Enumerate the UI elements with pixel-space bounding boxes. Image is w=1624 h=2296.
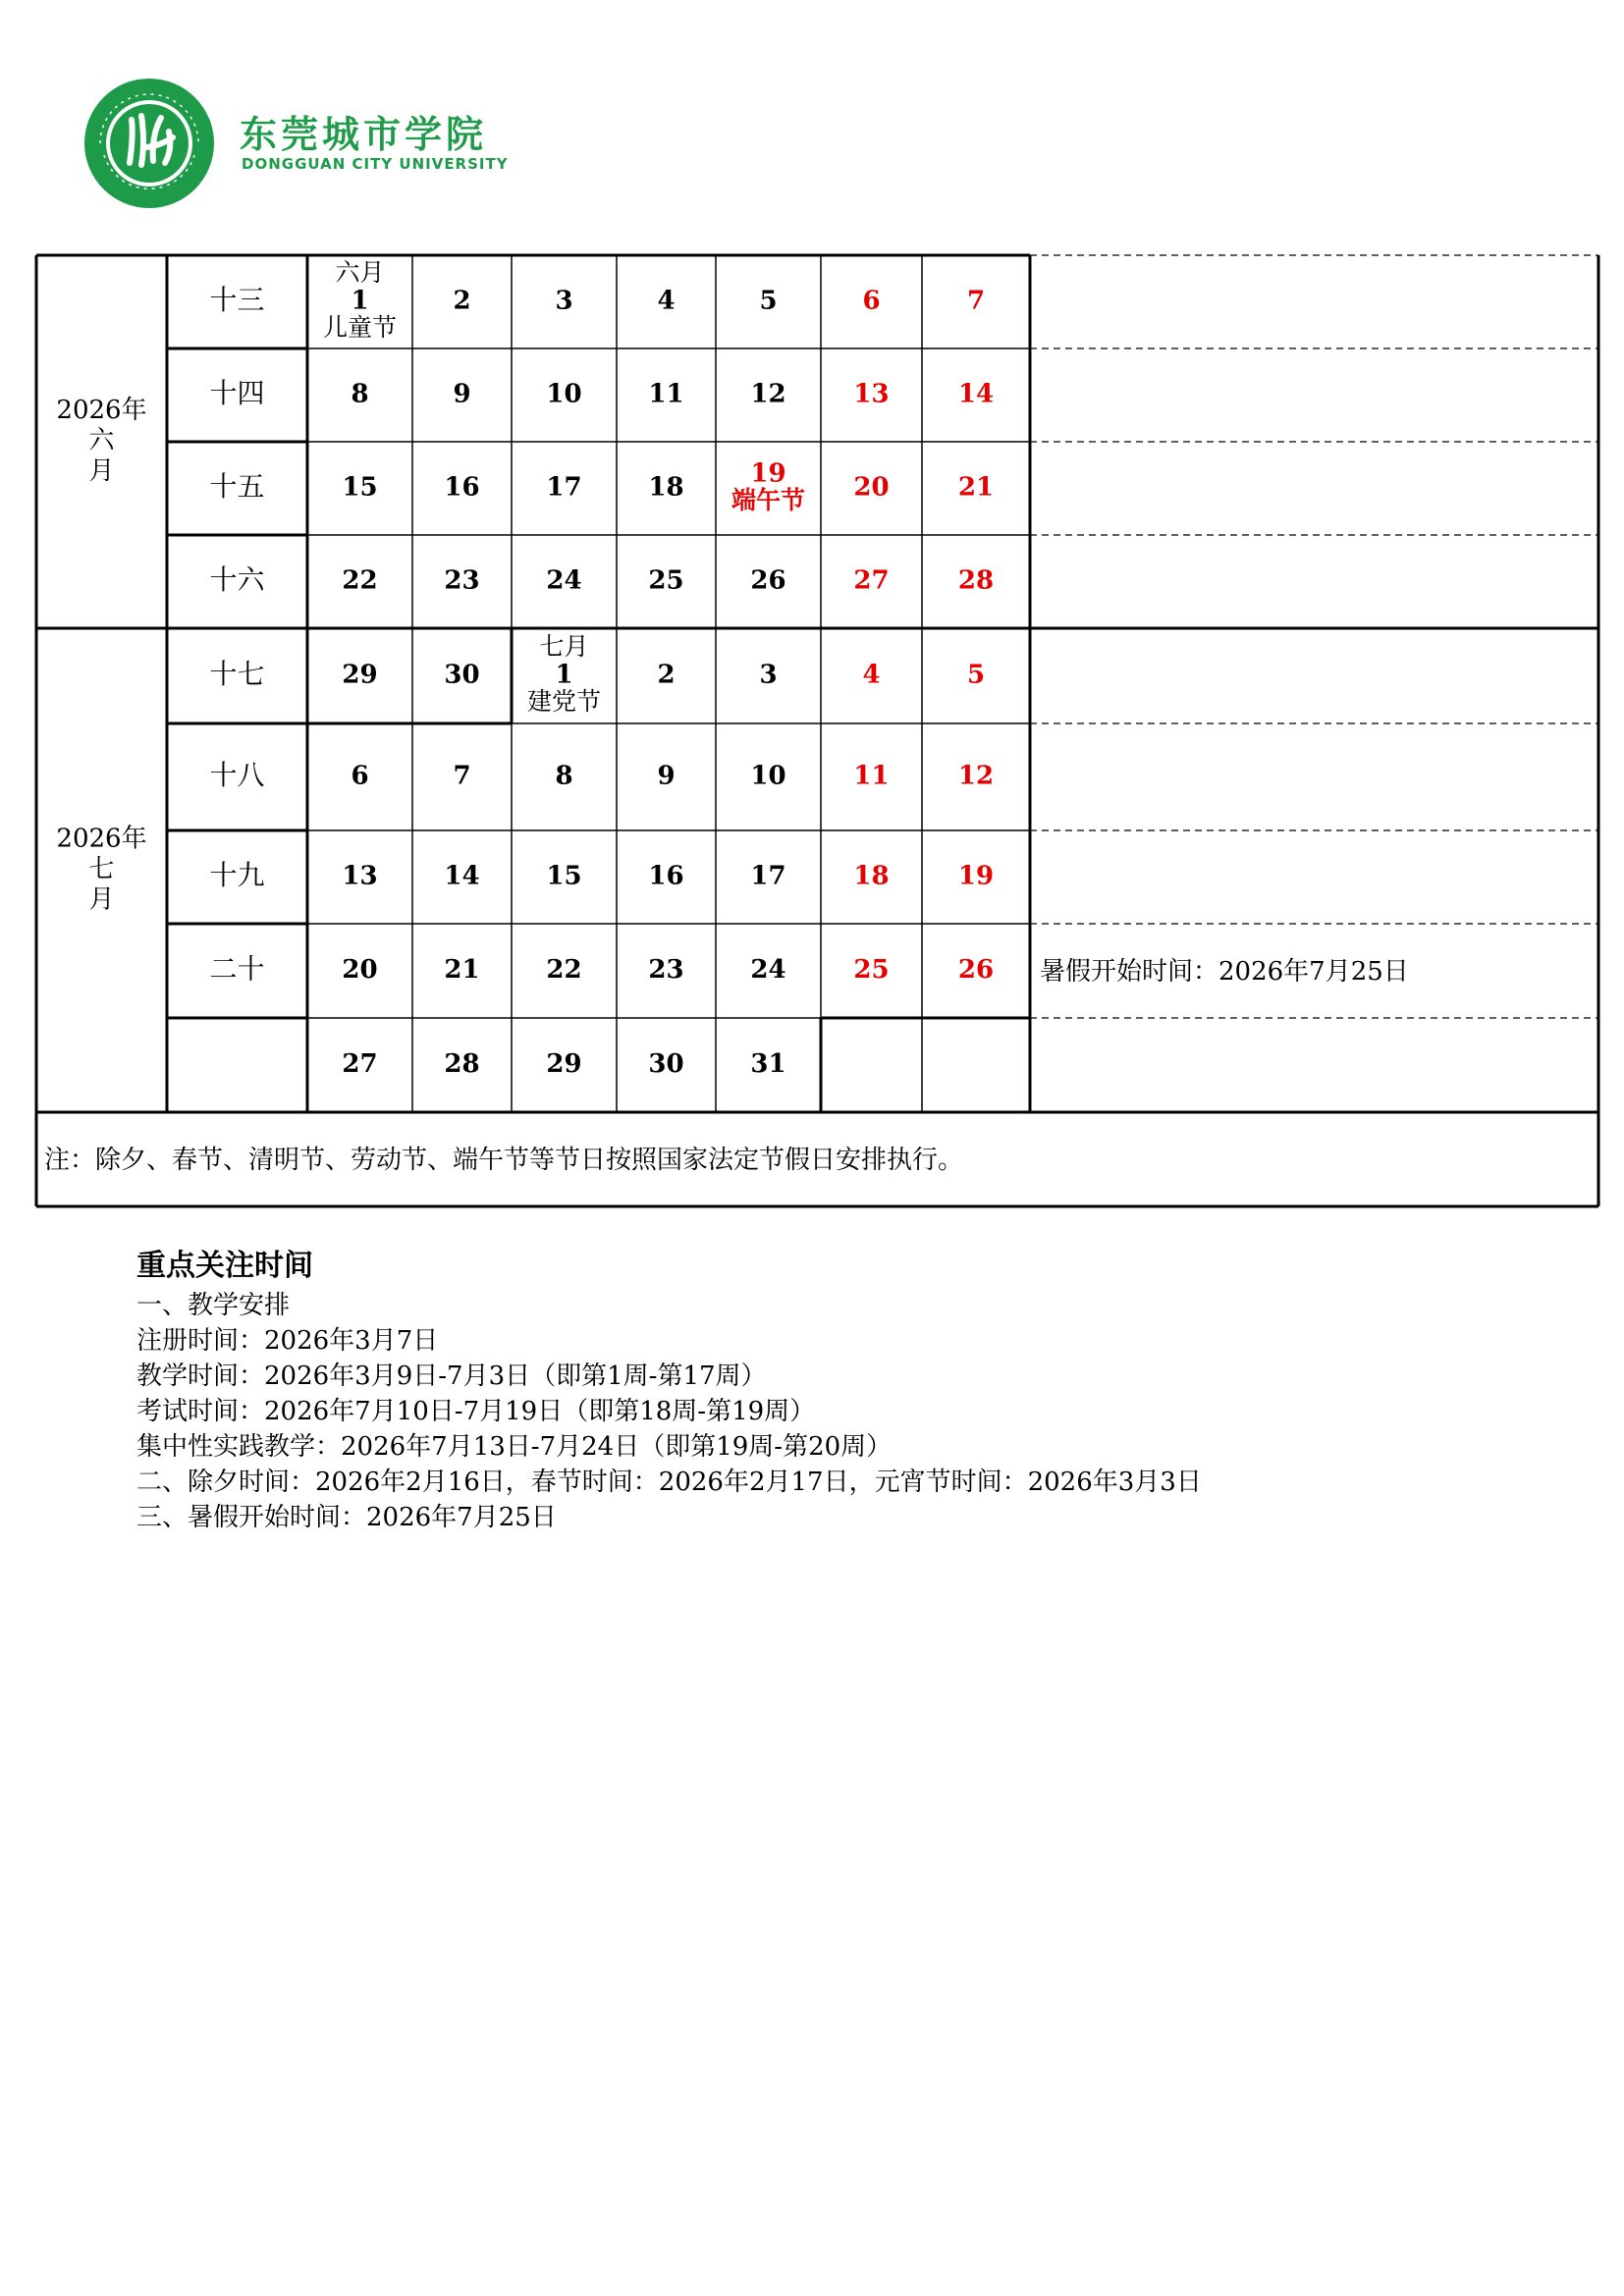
day-cell: 16 xyxy=(444,472,480,503)
month-label: 月 xyxy=(88,884,115,915)
day-cell: 4 xyxy=(862,660,881,690)
day-cell: 26 xyxy=(957,955,995,985)
key-dates-line: 注册时间：2026年3月7日 xyxy=(136,1326,439,1356)
day-cell: 12 xyxy=(957,761,995,791)
day-cell: 22 xyxy=(546,955,582,985)
day-cell: 29 xyxy=(342,660,378,690)
day-cell: 19 xyxy=(957,861,995,891)
day-cell: 28 xyxy=(444,1049,480,1079)
day-cell: 5 xyxy=(759,286,778,316)
day-cell: 14 xyxy=(444,861,480,891)
day-cell: 17 xyxy=(750,861,786,891)
day-cell: 24 xyxy=(546,565,582,596)
week-note: 暑假开始时间：2026年7月25日 xyxy=(1040,957,1409,987)
week-number: 十八 xyxy=(209,759,265,791)
day-cell: 15 xyxy=(546,861,582,891)
day-cell: 14 xyxy=(957,379,995,409)
month-label: 2026年 xyxy=(56,824,147,854)
day-cell: 4 xyxy=(657,286,676,316)
day-cell: 3 xyxy=(555,286,573,316)
day-cell: 20 xyxy=(342,955,378,985)
day-cell: 19 xyxy=(750,458,786,489)
footnote-text: 注：除夕、春节、清明节、劳动节、端午节等节日按照国家法定节假日安排执行。 xyxy=(44,1146,964,1175)
day-cell: 7 xyxy=(966,286,986,316)
key-dates-line: 考试时间：2026年7月10日-7月19日（即第18周-第19周） xyxy=(136,1397,816,1426)
day-cell: 16 xyxy=(648,861,684,891)
day-cell: 20 xyxy=(853,472,890,503)
week-number: 十六 xyxy=(209,563,265,596)
day-cell: 2 xyxy=(657,660,676,690)
day-cell: 13 xyxy=(342,861,378,891)
day-cell: 23 xyxy=(444,565,480,596)
week-number: 十五 xyxy=(209,470,265,503)
day-cell: 5 xyxy=(966,660,986,690)
day-cell: 儿童节 xyxy=(322,313,398,342)
day-cell: 3 xyxy=(759,660,778,690)
day-cell: 13 xyxy=(853,379,890,409)
key-dates-section xyxy=(136,1245,1202,1535)
week-number: 十四 xyxy=(209,377,265,409)
month-label: 七 xyxy=(88,854,115,884)
day-cell: 11 xyxy=(648,379,684,409)
day-cell: 27 xyxy=(342,1049,378,1079)
day-cell: 1 xyxy=(555,660,573,690)
day-cell: 端午节 xyxy=(731,486,806,514)
day-cell: 21 xyxy=(957,472,995,503)
day-cell: 建党节 xyxy=(526,687,602,716)
day-cell: 6 xyxy=(351,761,369,791)
key-dates-title: 重点关注时间 xyxy=(136,1249,313,1283)
week-number: 十三 xyxy=(209,284,265,316)
day-cell: 22 xyxy=(342,565,378,596)
key-dates-line: 三、暑假开始时间：2026年7月25日 xyxy=(136,1503,557,1532)
week-number: 十七 xyxy=(209,658,265,690)
day-cell: 9 xyxy=(453,379,471,409)
day-cell: 31 xyxy=(750,1049,786,1079)
key-dates-line: 一、教学安排 xyxy=(136,1291,291,1320)
day-cell: 11 xyxy=(853,761,890,791)
day-cell: 10 xyxy=(546,379,582,409)
day-cell: 26 xyxy=(750,565,786,596)
day-cell: 25 xyxy=(853,955,890,985)
month-label: 六 xyxy=(88,426,115,455)
key-dates-line: 集中性实践教学：2026年7月13日-7月24日（即第19周-第20周） xyxy=(136,1432,893,1462)
day-cell: 8 xyxy=(555,761,573,791)
key-dates-line: 二、除夕时间：2026年2月16日，春节时间：2026年2月17日，元宵节时间：2026年3月3日 xyxy=(136,1468,1202,1497)
day-cell: 23 xyxy=(648,955,684,985)
day-cell: 30 xyxy=(648,1049,684,1079)
day-cell: 12 xyxy=(750,379,786,409)
day-cell: 1 xyxy=(351,286,369,316)
day-cell: 29 xyxy=(546,1049,582,1079)
day-cell: 17 xyxy=(546,472,582,503)
key-dates-line: 教学时间：2026年3月9日-7月3日（即第1周-第17周） xyxy=(136,1362,767,1391)
day-cell: 10 xyxy=(750,761,786,791)
day-cell: 8 xyxy=(351,379,369,409)
day-cell: 24 xyxy=(750,955,786,985)
week-number: 十九 xyxy=(209,859,265,891)
day-cell: 27 xyxy=(853,565,890,596)
university-name-cn: 东莞城市学院 xyxy=(240,113,488,156)
day-cell: 9 xyxy=(657,761,676,791)
day-cell: 21 xyxy=(444,955,480,985)
day-cell: 7 xyxy=(453,761,471,791)
day-cell: 18 xyxy=(648,472,684,503)
day-cell: 30 xyxy=(444,660,480,690)
week-number: 二十 xyxy=(209,952,265,986)
university-name-en: DONGGUAN CITY UNIVERSITY xyxy=(242,155,509,173)
day-cell: 2 xyxy=(453,286,471,316)
day-cell: 15 xyxy=(342,472,378,503)
day-cell: 18 xyxy=(853,861,890,891)
day-cell: 28 xyxy=(957,565,995,596)
day-cell: 六月 xyxy=(335,258,385,287)
month-label: 月 xyxy=(88,456,115,486)
day-cell: 七月 xyxy=(539,632,589,661)
day-cell: 6 xyxy=(862,286,881,316)
month-label: 2026年 xyxy=(56,396,147,425)
day-cell: 25 xyxy=(648,565,684,596)
